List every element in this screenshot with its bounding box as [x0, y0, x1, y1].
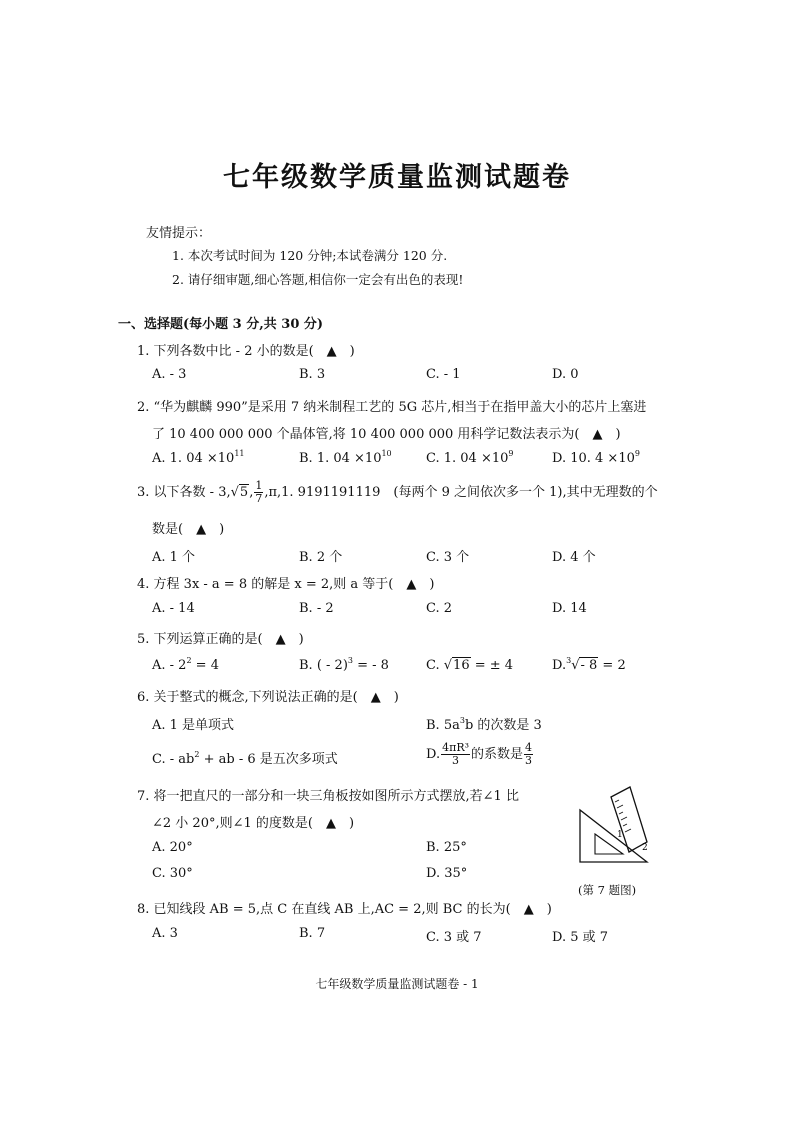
triangle-ruler-shape [580, 810, 647, 862]
page-title: 七年级数学质量监测试题卷 [223, 162, 571, 193]
q3-stem-line1: 3. 以下各数 - 3,√5, $\frac{1}{7}$ ,π,1. 9191191119 (每两个 9 之间依次多一个 1),其中无理数的个 [137, 479, 658, 505]
q5-option-b: B. ( - 2)$^3$ = - 8 [299, 656, 389, 673]
q1-stem: 1. 下列各数中比 - 2 小的数是( ▲ ) [137, 344, 355, 359]
q8-option-a: A. 3 [152, 926, 178, 941]
q6-option-c: C. - $ab^2$ + ab - 6 是五次多项式 [152, 750, 338, 767]
q3-option-d: D. 4 个 [552, 550, 596, 565]
q6-option-b: B. $5a^3b$ 的次数是 3 [426, 716, 542, 733]
q5-option-a: A. - $2^2 = 4$ [152, 656, 219, 673]
q7-option-a: A. 20° [152, 840, 193, 855]
q5-stem: 5. 下列运算正确的是( ▲ ) [137, 632, 304, 647]
figure-caption: (第 7 题图) [578, 883, 637, 897]
q4-option-a: A. - 14 [152, 601, 195, 616]
q3-stem-line2: 数是( ▲ ) [152, 522, 225, 537]
q1-option-d: D. 0 [552, 367, 579, 382]
q2-option-b: B. 1. $04 \times 10^{10}$ [299, 449, 392, 466]
q4-stem: 4. 方程 3x - a = 8 的解是 x = 2,则 a 等于( ▲ ) [137, 577, 435, 592]
q7-option-b: B. 25° [426, 840, 467, 855]
q2-option-c: C. 1. $04 \times 10^9$ [426, 449, 514, 466]
q3-fraction: $\frac{1}{7}$ [255, 479, 263, 505]
page-footer: 七年级数学质量监测试题卷 - 1 [315, 977, 479, 991]
q2-option-a: A. 1. $04 \times 10^{11}$ [152, 449, 245, 466]
q1-option-b: B. 3 [299, 367, 326, 382]
q1-option-c: C. - 1 [426, 367, 461, 382]
q7-option-d: D. 35° [426, 866, 468, 881]
q8-option-c: C. 3 或 7 [426, 930, 482, 945]
q8-stem: 8. 已知线段 AB = 5,点 C 在直线 AB 上,AC = 2,则 BC 的长为( ▲ ) [137, 902, 552, 917]
q5-option-c: C. √16 = ± 4 [426, 658, 514, 673]
q2-stem-line1: 2. “华为麒麟 990”是采用 7 纳米制程工艺的 5G 芯片,相当于在指甲盖大小的芯片上塞进 [137, 400, 647, 415]
q3-option-a: A. 1 个 [152, 550, 196, 565]
q4-option-c: C. 2 [426, 601, 453, 616]
q6-option-d: D. $\frac{\text{4πR³}}{3}$ 的系数是 $\frac{4}{3}$ [426, 741, 533, 767]
angle-label-2: 2 [642, 843, 648, 853]
tip-line-2: 2. 请仔细审题,细心答题,相信你一定会有出色的表现! [172, 272, 464, 287]
q1-option-a: A. - 3 [152, 367, 187, 382]
q3-option-b: B. 2 个 [299, 550, 343, 565]
ruler-triangle-figure [575, 782, 675, 882]
q8-option-d: D. 5 或 7 [552, 930, 609, 945]
q2-stem-line2: 了 10 400 000 000 个晶体管,将 10 400 000 000 用科学记数法表示为( ▲ ) [152, 427, 621, 442]
tips-heading: 友情提示： [146, 226, 212, 241]
q7-option-c: C. 30° [152, 866, 193, 881]
angle-label-1: 1 [617, 830, 623, 840]
q8-option-b: B. 7 [299, 926, 326, 941]
section-heading: 一、选择题(每小题 3 分,共 30 分) [118, 317, 324, 332]
q2-option-d: D. 10. $4 \times 10^9$ [552, 449, 640, 466]
q4-option-b: B. - 2 [299, 601, 334, 616]
q5-option-d: D.$^3$√- 8 = 2 [552, 656, 626, 673]
q4-option-d: D. 14 [552, 601, 587, 616]
q7-stem-line1: 7. 将一把直尺的一部分和一块三角板按如图所示方式摆放,若∠1 比 [137, 789, 519, 804]
q6-option-a: A. 1 是单项式 [152, 718, 235, 733]
q6-stem: 6. 关于整式的概念,下列说法正确的是( ▲ ) [137, 690, 399, 705]
tip-line-1: 1. 本次考试时间为 120 分钟;本试卷满分 120 分. [172, 248, 448, 263]
q3-option-c: C. 3 个 [426, 550, 470, 565]
q7-stem-line2: ∠2 小 20°,则∠1 的度数是( ▲ ) [152, 816, 355, 831]
